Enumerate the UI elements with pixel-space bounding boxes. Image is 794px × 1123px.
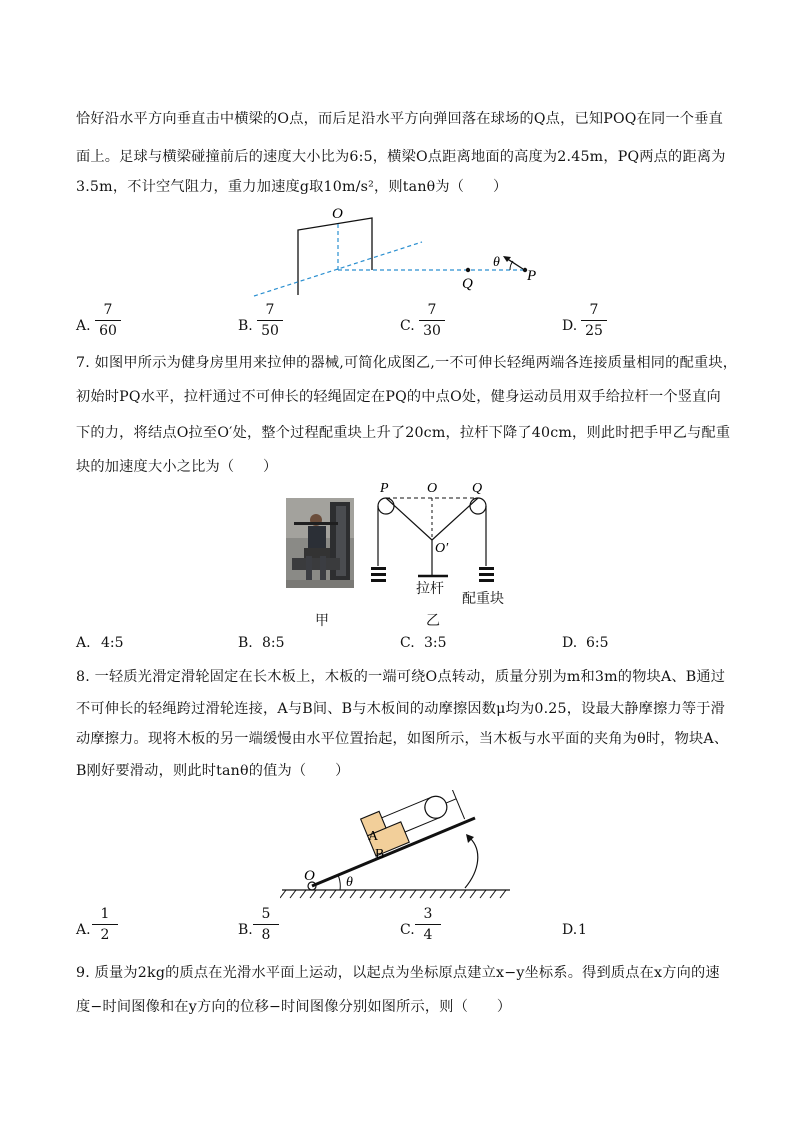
svg-text:O′: O′ — [435, 541, 449, 556]
fraction-denominator: 30 — [423, 323, 441, 339]
fraction-numerator: 3 — [423, 906, 433, 922]
pulley-p — [378, 498, 394, 514]
q6-option-a-letter: A. — [76, 318, 91, 334]
fraction-denominator: 60 — [99, 323, 117, 339]
fraction-numerator: 1 — [100, 906, 110, 922]
q7-text-line-4: 块的加速度大小之比为（ ） — [76, 459, 278, 475]
q7-option-d-text: 6:5 — [586, 635, 609, 651]
label-weight: 配重块 — [462, 591, 504, 607]
q6-option-b-fraction — [257, 302, 283, 339]
q7-option-a-letter: A. — [76, 635, 91, 651]
pulley-q — [470, 498, 486, 514]
svg-text:P: P — [380, 481, 389, 496]
fraction-numerator: 7 — [589, 302, 599, 318]
fraction-numerator: 7 — [265, 302, 275, 318]
fraction-denominator: 25 — [585, 323, 603, 339]
q7-option-b-letter: B. — [238, 635, 253, 651]
gym-machine-photo — [286, 498, 354, 588]
q8-option-a-letter: A. — [76, 922, 91, 938]
label-lagan: 拉杆 — [416, 581, 444, 597]
q8-option-d-text: 1 — [578, 922, 587, 938]
svg-text:Q: Q — [472, 481, 483, 496]
q8-text-line-3: 动摩擦力。现将木板的另一端缓慢由水平位置抬起，如图所示，当木板与水平面的夹角为θ时，物块A、 — [76, 731, 729, 747]
svg-text:A: A — [368, 829, 379, 844]
q6-option-a-fraction — [95, 302, 121, 339]
q6-option-b-letter: B. — [238, 318, 253, 334]
q7-option-c-text: 3:5 — [424, 635, 447, 651]
q6-option-d-fraction — [581, 302, 607, 339]
q8-text-line-1: 8. 一轻质光滑定滑轮固定在长木板上，木板的一端可绕O点转动，质量分别为m和3m的物块A、B通过 — [76, 669, 726, 685]
q7-text-line-3: 下的力，将结点O拉至O′处，整个过程配重块上升了20cm，拉杆下降了40cm，则此时把手甲乙与配重 — [76, 425, 731, 441]
svg-text:B: B — [375, 847, 385, 862]
fraction-denominator: 4 — [423, 927, 433, 943]
q7-option-a-text: 4:5 — [101, 635, 124, 651]
label-p: P — [527, 268, 537, 284]
q6-text-line-2: 面上。足球与横梁碰撞前后的速度大小比为6:5，横梁O点距离地面的高度为2.45m，PQ两点的距离为 — [76, 149, 726, 165]
q8-incline-figure — [280, 790, 520, 905]
point-q — [466, 268, 470, 272]
q6-option-c-fraction — [419, 302, 445, 339]
fraction-numerator: 5 — [261, 906, 271, 922]
q8-text-line-4: B刚好要滑动，则此时tanθ的值为（ ） — [76, 763, 350, 779]
label-o: O — [332, 206, 343, 222]
q6-figure — [240, 200, 560, 300]
q8-option-c-letter: C. — [400, 922, 415, 938]
q6-text-line-1: 恰好沿水平方向垂直击中横梁的O点，而后足沿水平方向弹回落在球场的Q点，已知POQ在同一个垂直 — [76, 111, 723, 127]
q7-option-b-text: 8:5 — [262, 635, 285, 651]
q8-text-line-2: 不可伸长的轻绳跨过滑轮连接，A与B间、B与木板间的动摩擦因数μ均为0.25，设最大静摩擦力等于滑 — [76, 701, 726, 717]
q7-option-d-letter: D. — [562, 635, 578, 651]
fraction-denominator: 2 — [100, 927, 110, 943]
goal-frame — [298, 218, 372, 295]
theta-arc — [510, 261, 513, 270]
fraction-numerator: 7 — [427, 302, 437, 318]
svg-text:θ: θ — [346, 875, 353, 890]
fraction-numerator: 7 — [103, 302, 113, 318]
q6-option-d-letter: D. — [562, 318, 578, 334]
q7-text-line-1: 7. 如图甲所示为健身房里用来拉伸的器械,可简化成图乙,一不可伸长轻绳两端各连接质量相同的配重块， — [76, 355, 738, 371]
q6-option-c-letter: C. — [400, 318, 415, 334]
label-q: Q — [462, 276, 473, 292]
caption-jia: 甲 — [315, 613, 329, 629]
q7-text-line-2: 初始时PQ水平，拉杆通过不可伸长的轻绳固定在PQ的中点O处，健身运动员用双手给拉杆一个竖直向 — [76, 389, 721, 405]
q6-text-line-3: 3.5m，不计空气阻力，重力加速度g取10m/s²，则tanθ为（ ） — [76, 179, 508, 195]
q8-option-d-letter: D. — [562, 922, 578, 938]
q9-text-line-1: 9. 质量为2kg的质点在光滑水平面上运动，以起点为坐标原点建立x−y坐标系。得到质点在x方向的速 — [76, 965, 720, 981]
q8-option-b-fraction — [253, 906, 279, 943]
q7-option-c-letter: C. — [400, 635, 415, 651]
q8-option-c-fraction — [415, 906, 441, 943]
label-theta: θ — [493, 255, 500, 270]
pulley — [421, 793, 450, 822]
svg-text:O: O — [427, 481, 438, 496]
q9-text-line-2: 度−时间图像和在y方向的位移−时间图像分别如图所示，则（ ） — [76, 999, 512, 1015]
caption-yi: 乙 — [426, 613, 440, 629]
svg-text:O: O — [304, 868, 315, 884]
fraction-denominator: 8 — [261, 927, 271, 943]
q8-option-b-letter: B. — [238, 922, 253, 938]
q8-option-a-fraction — [92, 906, 118, 943]
fraction-denominator: 50 — [261, 323, 279, 339]
